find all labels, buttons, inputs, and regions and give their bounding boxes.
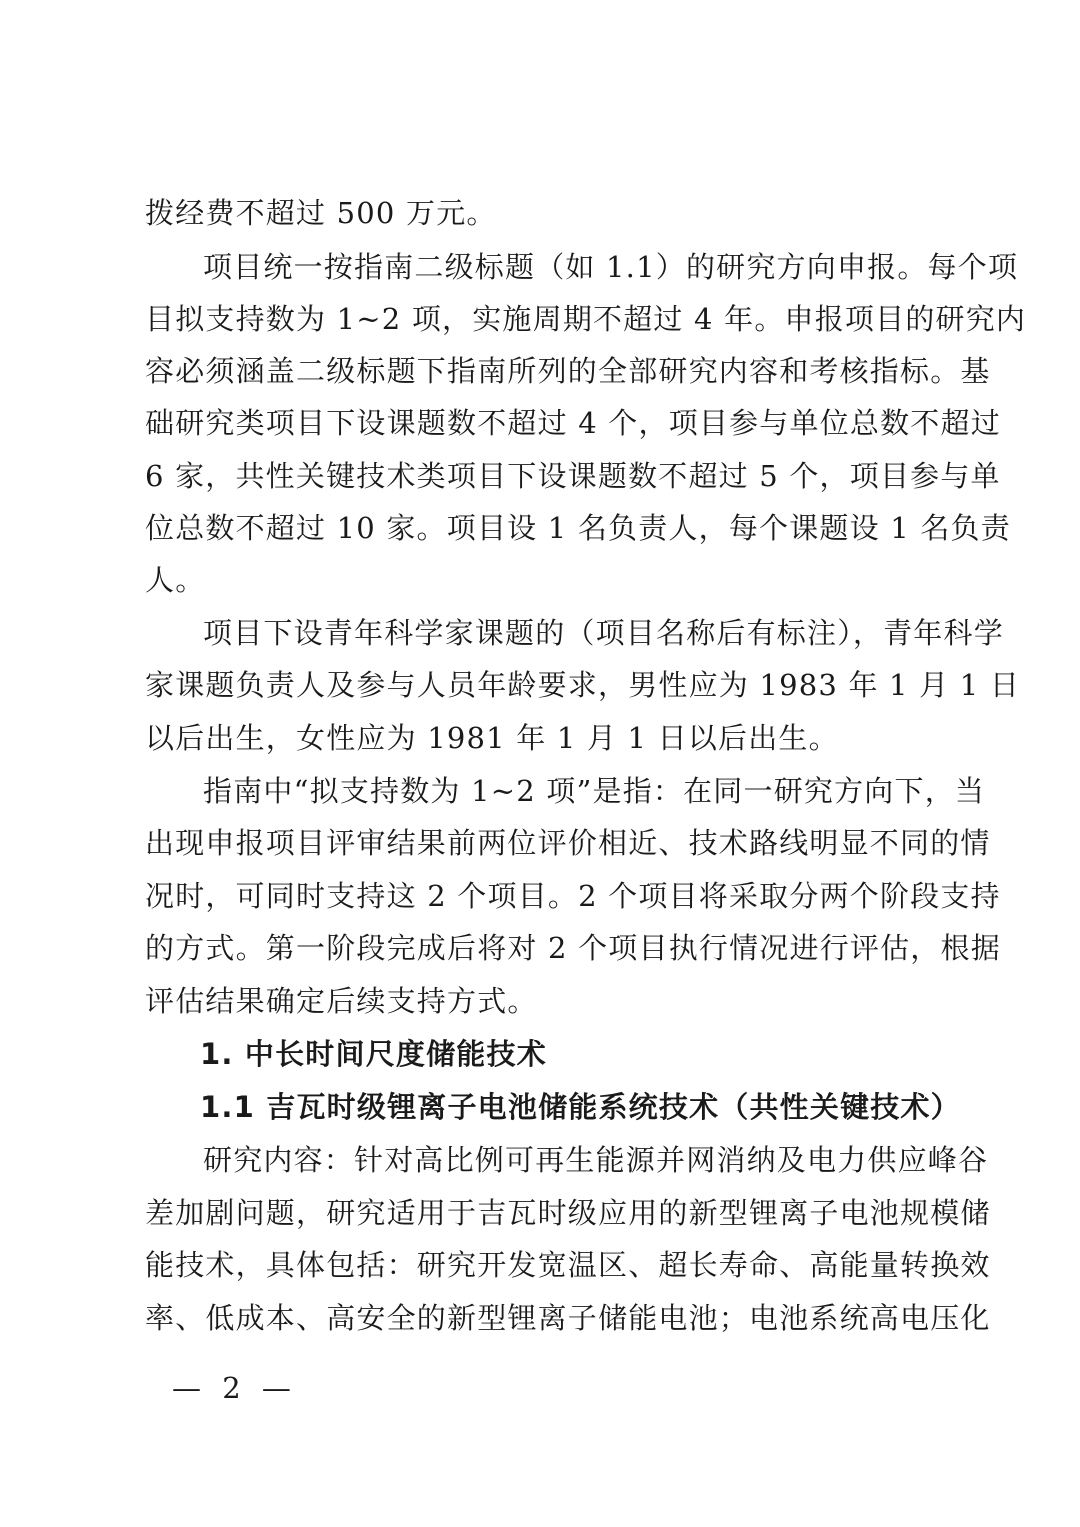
paragraph-line: 家课题负责人及参与人员年龄要求，男性应为 1983 年 1 月 1 日 [145,668,1021,702]
paragraph-line: 况时，可同时支持这 2 个项目。2 个项目将采取分两个阶段支持 [145,879,1001,913]
paragraph-line: 指南中“拟支持数为 1~2 项”是指：在同一研究方向下，当 [203,774,986,808]
paragraph-line: 率、低成本、高安全的新型锂离子储能电池；电池系统高电压化 [145,1301,991,1335]
paragraph-line: 项目统一按指南二级标题（如 1.1）的研究方向申报。每个项 [203,250,1019,284]
paragraph-line: 出现申报项目评审结果前两位评价相近、技术路线明显不同的情 [145,826,991,860]
paragraph-line: 研究内容：针对高比例可再生能源并网消纳及电力供应峰谷 [203,1143,989,1177]
paragraph-line: 人。 [145,563,206,597]
paragraph-line: 6 家，共性关键技术类项目下设课题数不超过 5 个，项目参与单 [145,459,1001,493]
paragraph-line: 项目下设青年科学家课题的（项目名称后有标注），青年科学 [203,616,1004,650]
paragraph-line: 差加剧问题，研究适用于吉瓦时级应用的新型锂离子电池规模储 [145,1196,991,1230]
paragraph-line: 础研究类项目下设课题数不超过 4 个，项目参与单位总数不超过 [145,406,1001,440]
paragraph-line: 容必须涵盖二级标题下指南所列的全部研究内容和考核指标。基 [145,354,991,388]
section-heading: 1. 中长时间尺度储能技术 [200,1037,547,1071]
paragraph-line: 目拟支持数为 1~2 项，实施周期不超过 4 年。申报项目的研究内 [145,302,1027,336]
paragraph-line: 能技术，具体包括：研究开发宽温区、超长寿命、高能量转换效 [145,1248,991,1282]
subsection-heading: 1.1 吉瓦时级锂离子电池储能系统技术（共性关键技术） [200,1090,961,1124]
paragraph-line: 的方式。第一阶段完成后将对 2 个项目执行情况进行评估，根据 [145,931,1001,965]
paragraph-line: 位总数不超过 10 家。项目设 1 名负责人，每个课题设 1 名负责 [145,511,1011,545]
paragraph-line: 拨经费不超过 500 万元。 [145,196,497,230]
paragraph-line: 以后出生，女性应为 1981 年 1 月 1 日以后出生。 [145,721,839,755]
page-number: — 2 — [172,1371,297,1405]
paragraph-line: 评估结果确定后续支持方式。 [145,984,538,1018]
